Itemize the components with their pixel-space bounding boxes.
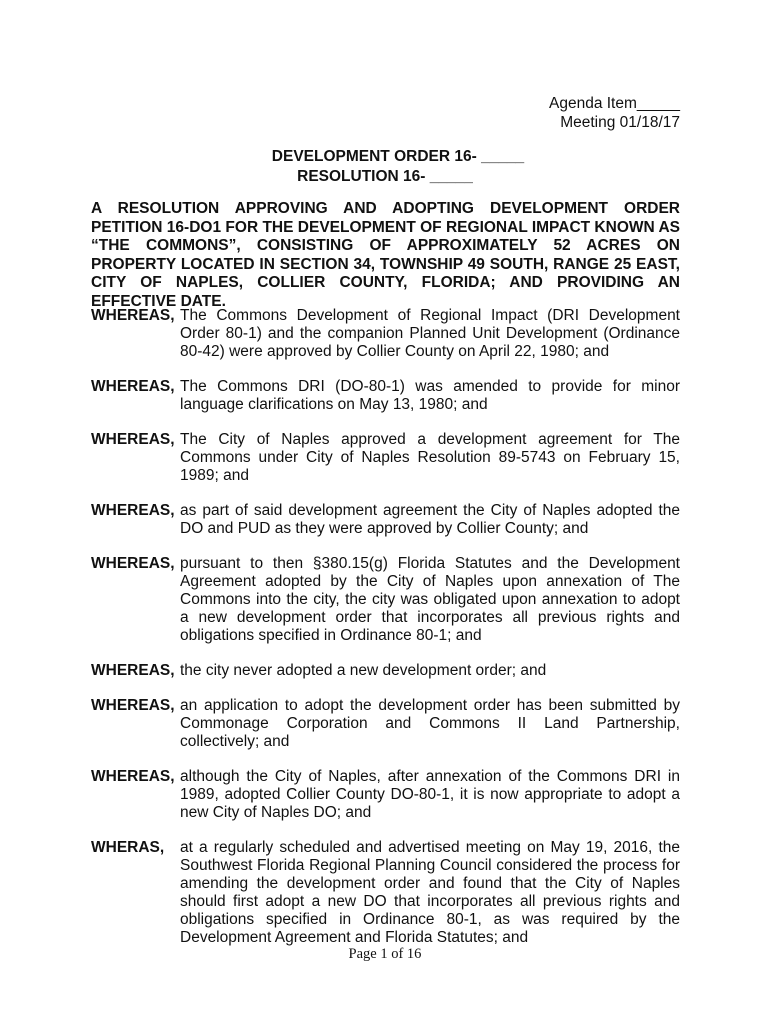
clause-keyword: WHEREAS, (91, 555, 175, 572)
document-titles (0, 147, 770, 187)
clause-text: as part of said development agreement the City of Naples adopted the DO and PUD as they were approved by Collier County; and (180, 502, 680, 537)
clause-keyword: WHERAS, (91, 839, 165, 856)
clause-keyword: WHEREAS, (91, 502, 175, 519)
clause-text: The Commons Development of Regional Impact (DRI Development Order 80-1) and the companion Planned Unit Development (Ordinance 80-42) were approved by Collier County on April 22, 1980; and (180, 307, 680, 360)
clause-keyword: WHEREAS, (91, 307, 175, 324)
meeting-date: Meeting 01/18/17 (560, 114, 680, 131)
clause-keyword: WHEREAS, (91, 768, 175, 785)
whereas-clauses (91, 307, 680, 947)
agenda-header (549, 94, 680, 132)
clause-keyword: WHEREAS, (91, 378, 175, 395)
clause-keyword: WHEREAS, (91, 662, 175, 679)
resolution-heading: A RESOLUTION APPROVING AND ADOPTING DEVELOPMENT ORDER PETITION 16-DO1 FOR THE DEVELOPMENT OF REGIONAL IMPACT KNOWN AS “THE COMMONS”, CONSISTING OF APPROXIMATELY 52 ACRES ON PROPERTY LOCATED IN SECTION 34, TOWNSHIP 49 SOUTH, RANGE 25 EAST, CITY OF NAPLES, COLLIER COUNTY, FLORIDA; AND PROVIDING AN EFFECTIVE DATE. (91, 200, 680, 310)
whereas-clause (91, 378, 680, 414)
resolution-title: RESOLUTION 16- _____ (297, 168, 473, 185)
whereas-clause (91, 502, 680, 538)
whereas-clause (91, 697, 680, 751)
clause-text: the city never adopted a new development order; and (180, 662, 547, 679)
clause-text: an application to adopt the development order has been submitted by Commonage Corporation and Commons II Land Partnership, collectively; and (180, 697, 680, 750)
clause-text: The City of Naples approved a development agreement for The Commons under City of Naples Resolution 89-5743 on February 15, 1989; and (180, 431, 680, 484)
clause-keyword: WHEREAS, (91, 431, 175, 448)
development-order-title: DEVELOPMENT ORDER 16- _____ (271, 148, 525, 165)
whereas-clause (91, 839, 680, 947)
page-number: Page 1 of 16 (348, 946, 422, 962)
clause-text: pursuant to then §380.15(g) Florida Statutes and the Development Agreement adopted by the City of Naples upon annexation of The Commons into the city, the city was obligated upon annexation to adopt a new development order that incorporates all previous rights and obligations specified in Ordinance 80-1; and (180, 555, 680, 644)
clause-keyword: WHEREAS, (91, 697, 175, 714)
whereas-clause (91, 768, 680, 822)
clause-text: at a regularly scheduled and advertised meeting on May 19, 2016, the Southwest Florida Regional Planning Council considered the process for amending the development order and found that the City of Naples should first adopt a new DO that incorporates all previous rights and obligations specified in Ordinance 80-1, as was required by the Development Agreement and Florida Statutes; and (180, 839, 680, 946)
clause-text: although the City of Naples, after annexation of the Commons DRI in 1989, adopted Collier County DO-80-1, it is now appropriate to adopt a new City of Naples DO; and (180, 768, 680, 821)
whereas-clause (91, 307, 680, 361)
whereas-clause (91, 431, 680, 485)
whereas-clause (91, 662, 680, 680)
whereas-clause (91, 555, 680, 645)
clause-text: The Commons DRI (DO-80-1) was amended to provide for minor language clarifications on May 13, 1980; and (180, 378, 680, 413)
agenda-item: Agenda Item_____ (549, 95, 680, 112)
